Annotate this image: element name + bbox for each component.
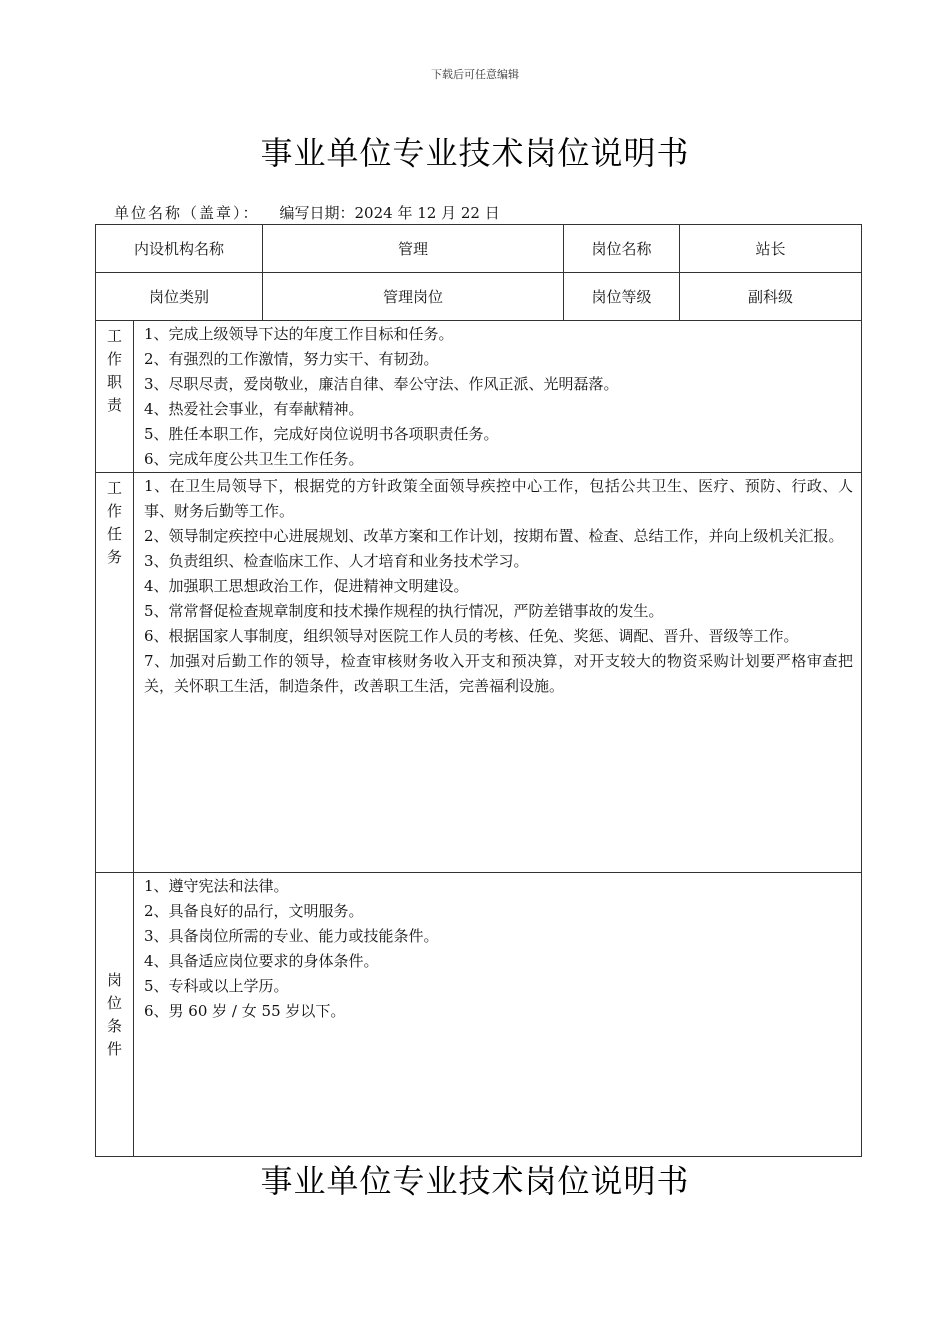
duty-item: 2、有强烈的工作激情，努力实干、有韧劲。 xyxy=(144,350,439,368)
conditions-label-char: 件 xyxy=(106,1039,122,1058)
grade-value: 副科级 xyxy=(680,273,862,321)
duty-item: 5、胜任本职工作，完成好岗位说明书各项职责任务。 xyxy=(144,425,499,443)
condition-item: 5、专科或以上学历。 xyxy=(144,977,289,995)
category-label: 岗位类别 xyxy=(96,273,263,321)
meta-line xyxy=(114,202,500,223)
condition-item: 4、具备适应岗位要求的身体条件。 xyxy=(144,952,379,970)
task-item: 2、领导制定疾控中心进展规划、改革方案和工作计划，按期布置、检查、总结工作，并向上级机关汇报。 xyxy=(144,527,844,545)
condition-item: 1、遵守宪法和法律。 xyxy=(144,877,289,895)
tasks-label-char: 务 xyxy=(106,548,122,566)
header-note: 下载后可任意编辑 xyxy=(431,68,519,81)
tasks-row xyxy=(96,473,862,873)
tasks-label-char: 工 xyxy=(106,479,122,497)
category-value: 管理岗位 xyxy=(263,273,564,321)
conditions-label xyxy=(96,873,134,1157)
page-title-repeat: 事业单位专业技术岗位说明书 xyxy=(260,1162,690,1200)
task-item: 5、常常督促检查规章制度和技术操作规程的执行情况，严防差错事故的发生。 xyxy=(144,602,664,620)
duty-item: 1、完成上级领导下达的年度工作目标和任务。 xyxy=(144,325,454,343)
conditions-label-char: 岗 xyxy=(106,970,122,989)
condition-item: 2、具备良好的品行，文明服务。 xyxy=(144,902,364,920)
unit-name-label: 单位名称（盖章）： xyxy=(114,204,260,222)
duties-label-char: 工 xyxy=(106,327,122,345)
post-description-table xyxy=(95,224,862,1157)
duty-item: 3、尽职尽责，爱岗敬业，廉洁自律、奉公守法、作风正派、光明磊落。 xyxy=(144,375,619,393)
task-item: 7、加强对后勤工作的领导，检查审核财务收入开支和预决算，对开支较大的物资采购计划要严格审查把关，关怀职工生活，制造条件，改善职工生活，完善福利设施。 xyxy=(144,652,854,695)
duty-item: 6、完成年度公共卫生工作任务。 xyxy=(144,450,364,468)
dept-value: 管理 xyxy=(263,225,564,273)
post-name-value: 站长 xyxy=(680,225,862,273)
page-title: 事业单位专业技术岗位说明书 xyxy=(260,134,690,172)
conditions-content xyxy=(134,873,862,1157)
duties-label-char: 作 xyxy=(106,350,122,368)
tasks-content xyxy=(134,473,862,873)
conditions-label-char: 条 xyxy=(106,1016,122,1035)
condition-item: 6、男 60 岁 / 女 55 岁以下。 xyxy=(144,1002,346,1020)
tasks-label-char: 任 xyxy=(106,525,122,543)
task-item: 3、负责组织、检查临床工作、人才培育和业务技术学习。 xyxy=(144,552,529,570)
conditions-label-char: 位 xyxy=(106,993,122,1012)
dept-label: 内设机构名称 xyxy=(96,225,263,273)
duties-label-char: 责 xyxy=(106,396,122,414)
task-item: 1、在卫生局领导下，根据党的方针政策全面领导疾控中心工作，包括公共卫生、医疗、预防、行政、人事、财务后勤等工作。 xyxy=(144,477,854,520)
duty-item: 4、热爱社会事业，有奉献精神。 xyxy=(144,400,364,418)
grade-label: 岗位等级 xyxy=(564,273,680,321)
condition-item: 3、具备岗位所需的专业、能力或技能条件。 xyxy=(144,927,439,945)
duties-label-char: 职 xyxy=(106,373,122,391)
info-row-1 xyxy=(96,225,862,273)
info-row-2 xyxy=(96,273,862,321)
conditions-row xyxy=(96,873,862,1157)
task-item: 4、加强职工思想政治工作，促进精神文明建设。 xyxy=(144,577,469,595)
duties-label xyxy=(96,321,134,473)
tasks-label-char: 作 xyxy=(106,502,122,520)
write-date: 编写日期：2024 年 12 月 22 日 xyxy=(279,204,500,222)
post-name-label: 岗位名称 xyxy=(564,225,680,273)
tasks-label xyxy=(96,473,134,873)
duties-row xyxy=(96,321,862,473)
duties-content xyxy=(134,321,862,473)
task-item: 6、根据国家人事制度，组织领导对医院工作人员的考核、任免、奖惩、调配、晋升、晋级等工作。 xyxy=(144,627,799,645)
